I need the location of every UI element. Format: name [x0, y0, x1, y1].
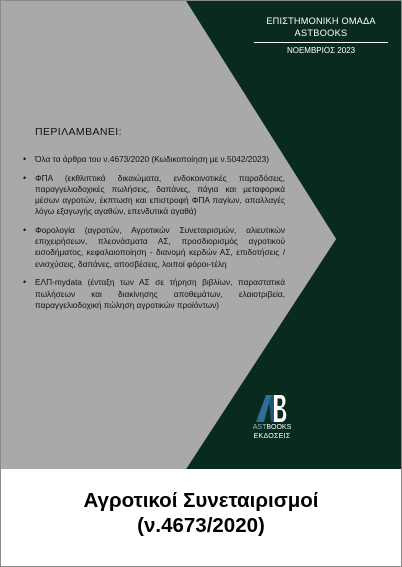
logo-editions: ΕΚΔΟΣΕΙΣ	[253, 433, 291, 440]
contents-item-text: Όλα τα άρθρα του ν.4673/2020 (Κωδικοποίηση με ν.5042/2023)	[35, 154, 269, 164]
bullet-icon: •	[23, 225, 27, 236]
publisher-divider	[254, 42, 388, 43]
publication-date: ΝΟΕΜΒΡΙΟΣ 2023	[286, 46, 356, 55]
bullet-icon: •	[23, 277, 27, 288]
book-title	[1, 488, 401, 538]
contents-item	[23, 277, 285, 311]
contents-item	[23, 154, 285, 165]
contents-section	[23, 126, 285, 318]
publisher-logo	[249, 393, 295, 442]
contents-item	[23, 173, 285, 218]
contents-item	[23, 225, 285, 270]
ab-logo-icon	[254, 393, 290, 423]
contents-item-text: ΕΛΠ-mydata (ένταξη των ΑΣ σε τήρηση βιβλίων, παραστατικά πωλήσεων και διακίνησης αποθεμάτων, ελαιοτριβεία, παραγγελιοδοχική πώληση αγροτικών προϊόντων)	[35, 277, 285, 310]
contents-title: ΠΕΡΙΛΑΜΒΑΝΕΙ:	[35, 126, 122, 138]
logo-wordmark: ASTBOOKS	[252, 424, 292, 431]
book-title-line-2: (ν.4673/2020)	[137, 514, 265, 537]
contents-item-text: ΦΠΑ (εκθλιπτικά δικαιώματα, ενδοκοινοτικές παραδόσεις, παραγγελιοδοχικές πωλήσεις, δαπάνες, πάγια και μεταφορικά μέσων αγροτών, έκπτωση και επιστροφή ΦΠΑ παγίων, απαλλαγές λόγω εξαγωγής αγαθών, επενδυτικά αγαθά)	[35, 172, 285, 217]
book-title-line-1: Αγροτικοί Συνεταιρισμοί	[83, 489, 319, 512]
publisher-brand: ASTBOOKS	[294, 28, 348, 38]
contents-item-text: Φορολογία (αγροτών, Αγροτικών Συνεταιρισμών, αλιευτικών επιχειρήσεων, πλεονάσματα ΑΣ, προσδιορισμός αγροτικού εισοδήματος, κεφαλαιοποίηση - διανομή κερδών ΑΣ, επιδοτήσεις / ενισχύσεις, δαπάνες, αποσβέσεις, λοιποί φόροι-τέλη	[35, 225, 285, 269]
publisher-team: ΕΠΙΣΤΗΜΟΝΙΚΗ ΟΜΑΔΑ	[266, 16, 376, 26]
publisher-block	[246, 15, 396, 56]
bullet-icon: •	[23, 154, 27, 164]
contents-list	[23, 154, 285, 311]
bullet-icon: •	[23, 172, 27, 183]
